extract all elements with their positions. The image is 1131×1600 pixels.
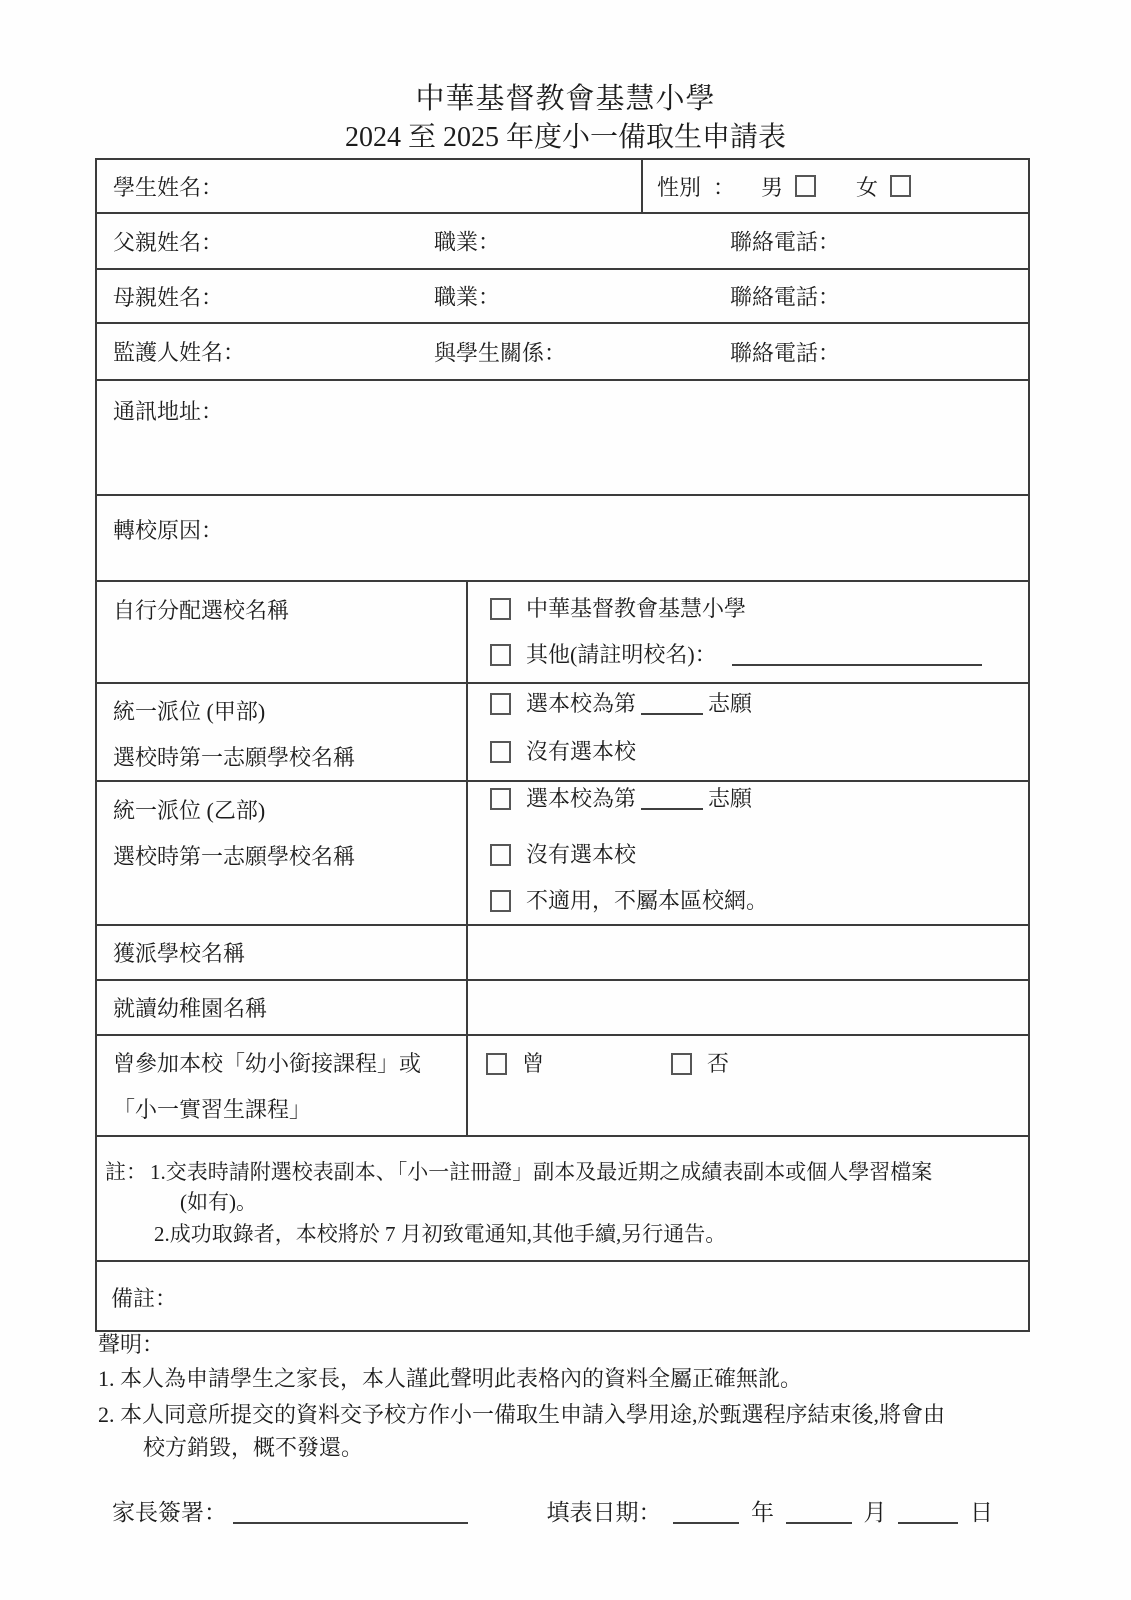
discretionary-options-cell — [468, 582, 1028, 682]
notes-prefix: 註： — [105, 1160, 147, 1184]
male-label: 男 — [761, 174, 784, 200]
central-b-choice-suffix: 志願 — [708, 786, 753, 811]
kindergarten-label-cell — [97, 981, 468, 1034]
allocated-school-label-cell — [97, 926, 468, 979]
central-b-choice-prefix: 選本校為第 — [526, 786, 637, 811]
central-a-choice-suffix: 志願 — [708, 691, 753, 716]
central-a-options-cell — [468, 684, 1028, 780]
application-form-table — [95, 158, 1030, 1332]
bridging-label-line2: 「小一實習生課程」 — [113, 1097, 312, 1122]
father-name-input-area[interactable] — [227, 222, 417, 260]
year-blank-line[interactable] — [673, 1502, 739, 1524]
address-cell[interactable] — [97, 381, 1028, 494]
day-suffix-label: 日 — [970, 1500, 993, 1525]
guardian-name-input-area[interactable] — [257, 332, 417, 371]
gender-label: 性別 — [657, 174, 702, 200]
father-occupation-label: 職業： — [434, 229, 501, 255]
address-label: 通訊地址： — [113, 399, 224, 424]
remarks-row — [97, 1260, 1028, 1330]
central-b-not-chosen-checkbox[interactable] — [490, 844, 511, 866]
day-blank-line[interactable] — [898, 1502, 958, 1524]
kindergarten-input-area[interactable] — [468, 981, 1028, 1034]
discretionary-other-label: 其他(請註明校名)： — [526, 642, 717, 667]
discretionary-other-checkbox[interactable] — [490, 644, 511, 666]
notes-item-1-continued: (如有)。 — [180, 1190, 257, 1214]
bridging-options-line — [486, 1049, 1028, 1079]
month-blank-line[interactable] — [786, 1502, 852, 1524]
student-name-input-area[interactable] — [227, 168, 627, 204]
central-a-option-choice — [490, 689, 1028, 719]
father-occupation-input-area[interactable] — [502, 222, 712, 260]
central-allocation-a-row — [97, 682, 1028, 780]
student-name-label: 學生姓名： — [113, 174, 224, 200]
bridging-yes-label: 曾 — [522, 1051, 545, 1076]
central-a-choice-blank-line[interactable] — [641, 693, 703, 715]
central-b-choice-blank-line[interactable] — [641, 788, 703, 810]
mother-occupation-input-area[interactable] — [502, 278, 712, 314]
kindergarten-label: 就讀幼稚園名稱 — [113, 996, 268, 1021]
notes-row — [97, 1135, 1028, 1260]
kindergarten-row — [97, 979, 1028, 1034]
notes-body — [150, 1157, 932, 1249]
central-allocation-b-row — [97, 780, 1028, 924]
bridging-label-cell — [97, 1036, 468, 1135]
parent-signature-label: 家長簽署： — [112, 1500, 227, 1525]
transfer-reason-label: 轉校原因： — [113, 518, 224, 543]
mother-name-input-area[interactable] — [227, 278, 417, 314]
mother-occupation-label: 職業： — [434, 284, 501, 310]
form-date-label: 填表日期： — [546, 1500, 662, 1525]
central-b-label-line2: 選校時第一志願學校名稱 — [113, 844, 356, 869]
signature-footer — [112, 1490, 993, 1526]
bridging-no-checkbox[interactable] — [671, 1053, 692, 1075]
central-b-not-chosen-label: 沒有選本校 — [526, 842, 637, 867]
mother-name-label: 母親姓名： — [113, 284, 224, 310]
school-name-title: 中華基督教會基慧小學 — [415, 83, 716, 115]
guardian-relation-label: 與學生關係： — [434, 340, 567, 365]
transfer-reason-cell[interactable] — [97, 496, 1028, 580]
declaration-item-2: 2. 本人同意所提交的資料交予校方作小一備取生申請入學用途,於甄選程序結束後,將會由 — [98, 1402, 946, 1427]
central-b-label-cell — [97, 782, 468, 924]
discretionary-label-cell — [97, 582, 468, 682]
bridging-course-row — [97, 1034, 1028, 1135]
mother-row — [97, 268, 1028, 322]
discretionary-other-blank-line[interactable] — [732, 644, 982, 666]
student-name-row — [97, 160, 1028, 212]
central-a-label-line1: 統一派位 (甲部) — [113, 699, 266, 724]
remarks-cell[interactable] — [97, 1262, 1028, 1330]
bridging-yes-checkbox[interactable] — [486, 1053, 507, 1075]
discretionary-option-school — [490, 594, 1028, 624]
declaration-section — [98, 1330, 945, 1463]
discretionary-school-label: 中華基督教會基慧小學 — [526, 596, 747, 621]
bridging-label-line1: 曾參加本校「幼小銜接課程」或 — [113, 1051, 422, 1076]
gender-cell — [643, 160, 1028, 212]
central-b-na-checkbox[interactable] — [490, 890, 511, 912]
allocated-school-label: 獲派學校名稱 — [113, 941, 246, 966]
central-a-choice-checkbox[interactable] — [490, 693, 511, 715]
central-a-option-not-chosen — [490, 737, 1028, 767]
gender-colon: ： — [713, 174, 736, 200]
month-suffix-label: 月 — [863, 1500, 887, 1525]
form-title: 2024 至 2025 年度小一備取生申請表 — [344, 122, 786, 153]
discretionary-row — [97, 580, 1028, 682]
male-checkbox[interactable] — [795, 175, 816, 197]
address-row — [97, 379, 1028, 494]
date-group — [547, 1500, 994, 1525]
transfer-reason-row — [97, 494, 1028, 580]
father-row — [97, 212, 1028, 268]
guardian-phone-label: 聯絡電話： — [730, 340, 841, 365]
central-a-not-chosen-checkbox[interactable] — [490, 741, 511, 763]
declaration-item-1: 1. 本人為申請學生之家長，本人謹此聲明此表格內的資料全屬正確無訛。 — [98, 1366, 803, 1391]
mother-phone-label: 聯絡電話： — [730, 284, 841, 310]
bridging-no-label: 否 — [707, 1051, 730, 1076]
central-b-option-not-chosen — [490, 840, 1028, 870]
mother-phone-input-area[interactable] — [845, 278, 1020, 314]
central-b-option-choice — [490, 784, 1028, 814]
allocated-school-input-area[interactable] — [468, 926, 1028, 979]
discretionary-school-checkbox[interactable] — [490, 598, 511, 620]
father-name-label: 父親姓名： — [113, 229, 224, 255]
central-b-choice-checkbox[interactable] — [490, 788, 511, 810]
allocated-school-row — [97, 924, 1028, 979]
central-b-na-label: 不適用，不屬本區校網。 — [526, 888, 769, 913]
guardian-relation-input-area[interactable] — [577, 332, 712, 371]
father-phone-label: 聯絡電話： — [730, 229, 841, 255]
central-a-not-chosen-label: 沒有選本校 — [526, 739, 637, 764]
declaration-title: 聲明： — [98, 1332, 165, 1357]
bridging-options-cell — [468, 1036, 1028, 1135]
guardian-row — [97, 322, 1028, 379]
father-phone-input-area[interactable] — [845, 222, 1020, 260]
female-checkbox[interactable] — [890, 175, 911, 197]
discretionary-label: 自行分配選校名稱 — [113, 598, 290, 623]
year-suffix-label: 年 — [751, 1500, 774, 1525]
female-label: 女 — [856, 174, 879, 200]
central-a-label-line2: 選校時第一志願學校名稱 — [113, 745, 356, 770]
notes-item-2: 2.成功取錄者，本校將於 7 月初致電通知,其他手續,另行通告。 — [154, 1222, 727, 1246]
central-a-choice-prefix: 選本校為第 — [526, 691, 637, 716]
notes-item-1: 1.交表時請附選校表副本、「小一註冊證」副本及最近期之成績表副本或個人學習檔案 — [150, 1160, 933, 1184]
remarks-label: 備註： — [111, 1286, 178, 1311]
discretionary-option-other — [490, 640, 1028, 670]
parent-signature-line[interactable] — [233, 1502, 468, 1524]
central-a-label-cell — [97, 684, 468, 780]
central-b-label-line1: 統一派位 (乙部) — [113, 798, 266, 823]
central-b-option-na — [490, 886, 1028, 916]
guardian-name-label: 監護人姓名： — [113, 340, 246, 365]
guardian-phone-input-area[interactable] — [845, 332, 1020, 371]
declaration-item-2-continued: 校方銷毀，概不發還。 — [143, 1435, 364, 1460]
central-b-options-cell — [468, 782, 1028, 924]
student-name-cell — [97, 160, 643, 212]
